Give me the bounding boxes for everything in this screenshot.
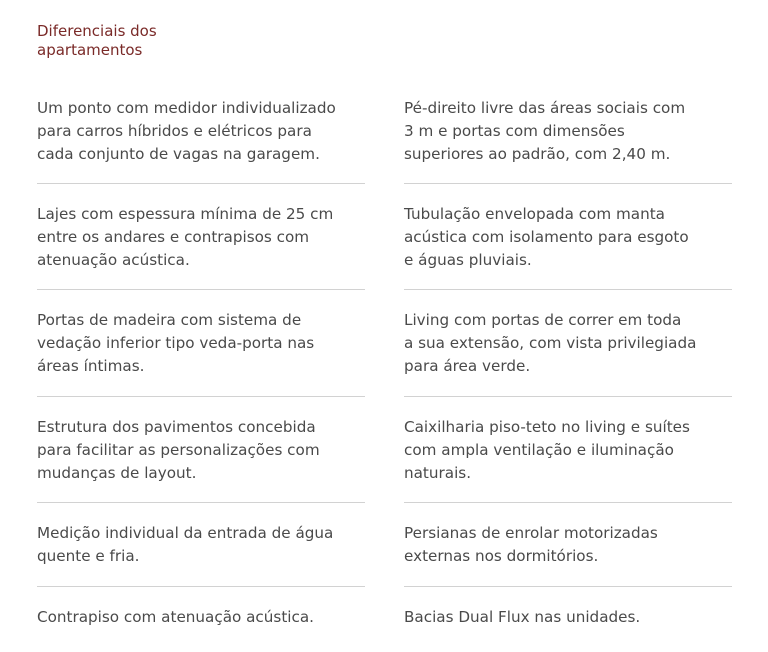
feature-item: Lajes com espessura mínima de 25 cm entre os andares e contrapisos com atenuação acústica. <box>37 205 334 269</box>
row-divider <box>37 183 365 184</box>
feature-item: Living com portas de correr em toda a sua extensão, com vista privilegiada para área verde. <box>404 311 697 375</box>
row-divider <box>404 183 732 184</box>
features-column-left <box>37 0 365 652</box>
row-divider <box>404 586 732 587</box>
feature-item: Estrutura dos pavimentos concebida para facilitar as personalizações com mudanças de layout. <box>37 418 320 482</box>
features-grid <box>37 0 737 652</box>
row-divider <box>37 586 365 587</box>
feature-item: Medição individual da entrada de água quente e fria. <box>37 524 334 565</box>
page-title: Diferenciais dos apartamentos <box>37 22 157 59</box>
feature-item: Um ponto com medidor individualizado para carros híbridos e elétricos para cada conjunto de vagas na garagem. <box>37 99 336 163</box>
feature-item: Bacias Dual Flux nas unidades. <box>404 608 641 626</box>
row-divider <box>37 502 365 503</box>
features-column-right <box>404 0 732 652</box>
row-divider <box>37 396 365 397</box>
row-divider <box>404 289 732 290</box>
feature-item: Pé-direito livre das áreas sociais com 3 m e portas com dimensões superiores ao padrão, com 2,40 m. <box>404 99 686 163</box>
feature-item: Tubulação envelopada com manta acústica com isolamento para esgoto e águas pluviais. <box>404 205 689 269</box>
row-divider <box>404 396 732 397</box>
row-divider <box>404 502 732 503</box>
feature-item: Portas de madeira com sistema de vedação inferior tipo veda-porta nas áreas íntimas. <box>37 311 315 375</box>
feature-item: Caixilharia piso-teto no living e suítes com ampla ventilação e iluminação naturais. <box>404 418 690 482</box>
row-divider <box>37 289 365 290</box>
feature-item: Contrapiso com atenuação acústica. <box>37 608 314 626</box>
feature-item: Persianas de enrolar motorizadas externas nos dormitórios. <box>404 524 658 565</box>
